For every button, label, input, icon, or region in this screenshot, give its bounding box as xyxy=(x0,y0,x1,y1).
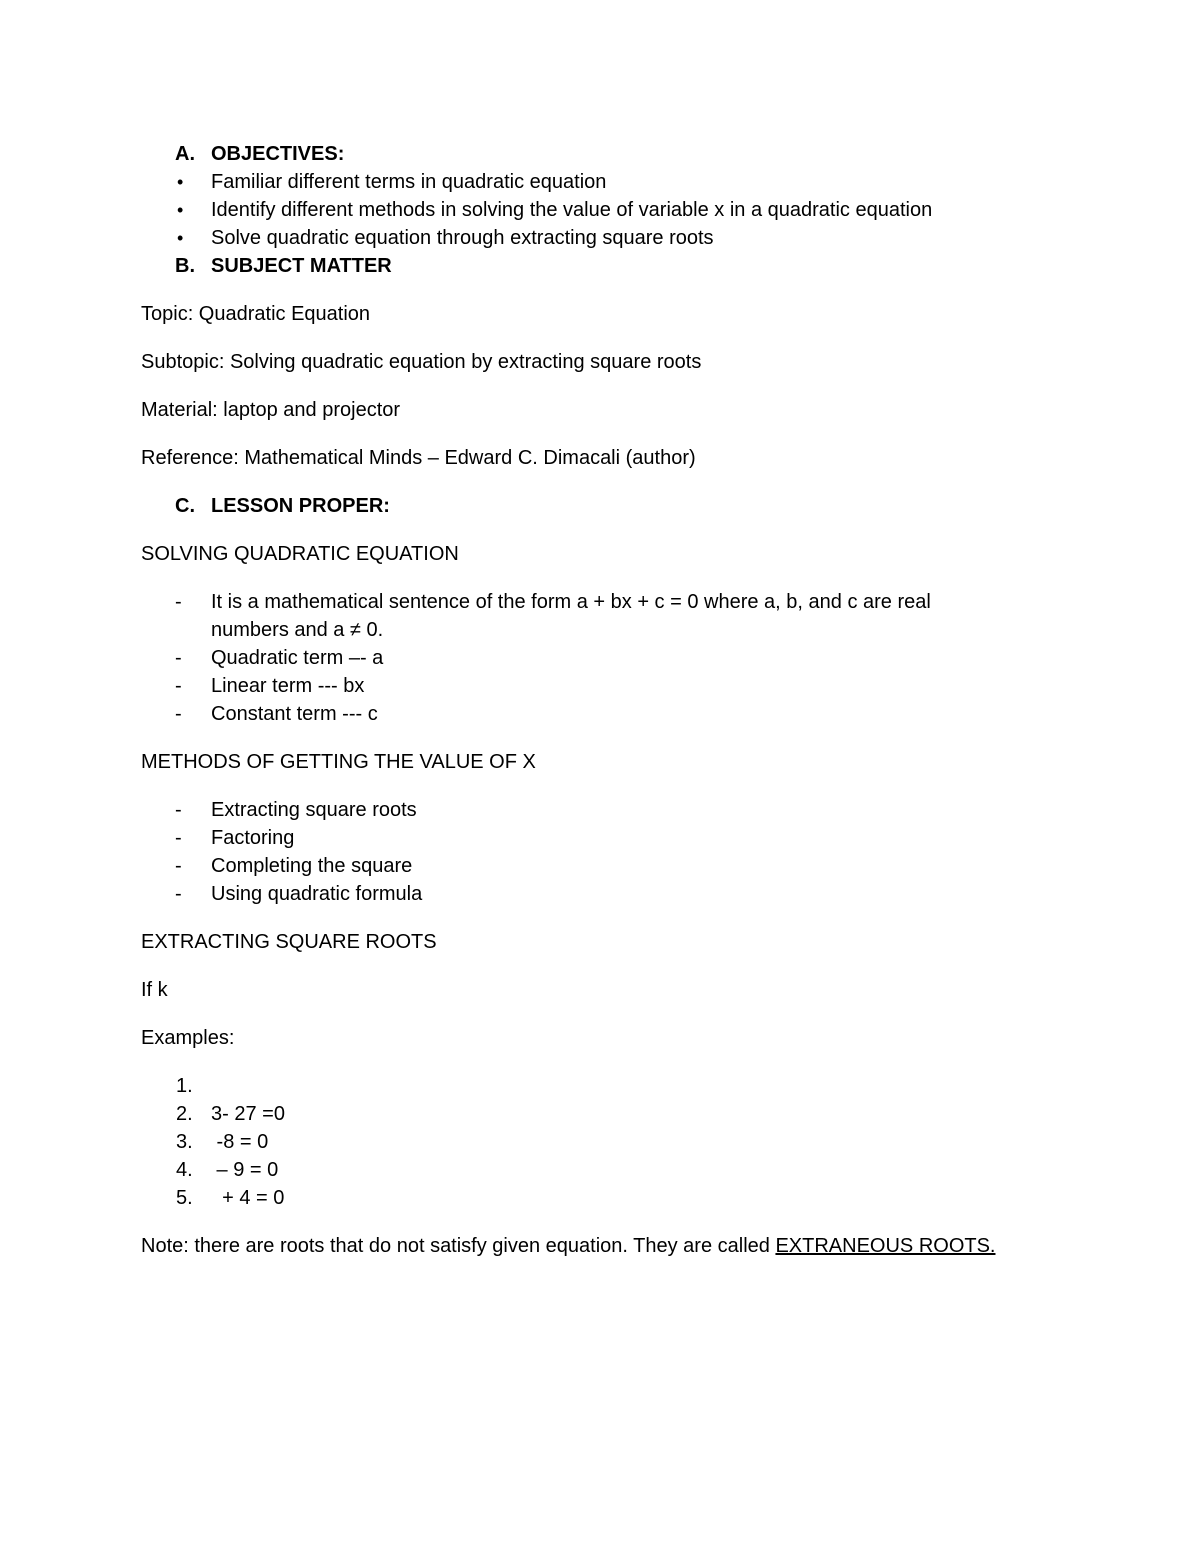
dash-icon: - xyxy=(175,799,182,821)
list-item: - Using quadratic formula xyxy=(141,880,1011,908)
note-text: Note: there are roots that do not satisfy given equation. They are called xyxy=(141,1235,776,1257)
list-item: - It is a mathematical sentence of the form a + bx + c = 0 where a, b, and c are real numbers and a ≠ 0. xyxy=(141,588,1011,644)
methods-heading: METHODS OF GETTING THE VALUE OF X xyxy=(141,751,536,773)
section-c-title: LESSON PROPER: xyxy=(211,495,390,517)
dash-icon: - xyxy=(175,827,182,849)
example-number: 5. xyxy=(176,1187,193,1209)
list-item: 2. 3- 27 =0 xyxy=(141,1100,1011,1128)
dash-icon: - xyxy=(175,883,182,905)
note-paragraph xyxy=(141,1232,1011,1260)
examples-list xyxy=(141,1072,1011,1212)
section-a-marker: A. xyxy=(175,143,195,165)
bullet-icon: • xyxy=(177,200,184,220)
dash-icon: - xyxy=(175,703,182,725)
objectives-list xyxy=(141,168,1011,252)
example-number: 3. xyxy=(176,1131,193,1153)
extracting-heading: EXTRACTING SQUARE ROOTS xyxy=(141,931,437,953)
list-item: • Solve quadratic equation through extracting square roots xyxy=(141,224,1011,252)
list-item: 4. – 9 = 0 xyxy=(141,1156,1011,1184)
extraneous-roots-emphasis: EXTRANEOUS ROOTS. xyxy=(775,1235,996,1257)
reference-line: Reference: Mathematical Minds – Edward C. Dimacali (author) xyxy=(141,447,696,469)
list-item: 3. -8 = 0 xyxy=(141,1128,1011,1156)
examples-label: Examples: xyxy=(141,1027,235,1049)
example-number: 4. xyxy=(176,1159,193,1181)
list-item: - Completing the square xyxy=(141,852,1011,880)
example-number: 2. xyxy=(176,1103,193,1125)
list-item: 5. + 4 = 0 xyxy=(141,1184,1011,1212)
section-c-marker: C. xyxy=(175,495,195,517)
section-a-title: OBJECTIVES: xyxy=(211,143,345,165)
section-b-heading xyxy=(141,252,1011,280)
dash-icon: - xyxy=(175,855,182,877)
section-b-marker: B. xyxy=(175,255,195,277)
list-item: - Linear term --- bx xyxy=(141,672,1011,700)
material-line: Material: laptop and projector xyxy=(141,399,401,421)
bullet-icon: • xyxy=(177,228,184,248)
dash-icon: - xyxy=(175,647,182,669)
section-a-heading xyxy=(141,140,1011,168)
example-number: 1. xyxy=(176,1075,193,1097)
subtopic-line: Subtopic: Solving quadratic equation by extracting square roots xyxy=(141,351,702,373)
topic-line: Topic: Quadratic Equation xyxy=(141,303,371,325)
list-item: - Factoring xyxy=(141,824,1011,852)
dash-icon: - xyxy=(175,591,182,613)
list-item: • Identify different methods in solving the value of variable x in a quadratic equation xyxy=(141,196,1011,224)
document-page xyxy=(141,140,1011,1260)
methods-list xyxy=(141,796,1011,908)
section-c-heading xyxy=(141,492,1011,520)
if-k-line: If k xyxy=(141,979,168,1001)
list-item: - Constant term --- c xyxy=(141,700,1011,728)
list-item xyxy=(141,1072,1011,1100)
list-item: • Familiar different terms in quadratic equation xyxy=(141,168,1011,196)
solving-heading: SOLVING QUADRATIC EQUATION xyxy=(141,543,459,565)
section-b-title: SUBJECT MATTER xyxy=(211,255,392,277)
list-item: - Quadratic term –- a xyxy=(141,644,1011,672)
dash-icon: - xyxy=(175,675,182,697)
bullet-icon: • xyxy=(177,172,184,192)
list-item: - Extracting square roots xyxy=(141,796,1011,824)
solving-list xyxy=(141,588,1011,728)
